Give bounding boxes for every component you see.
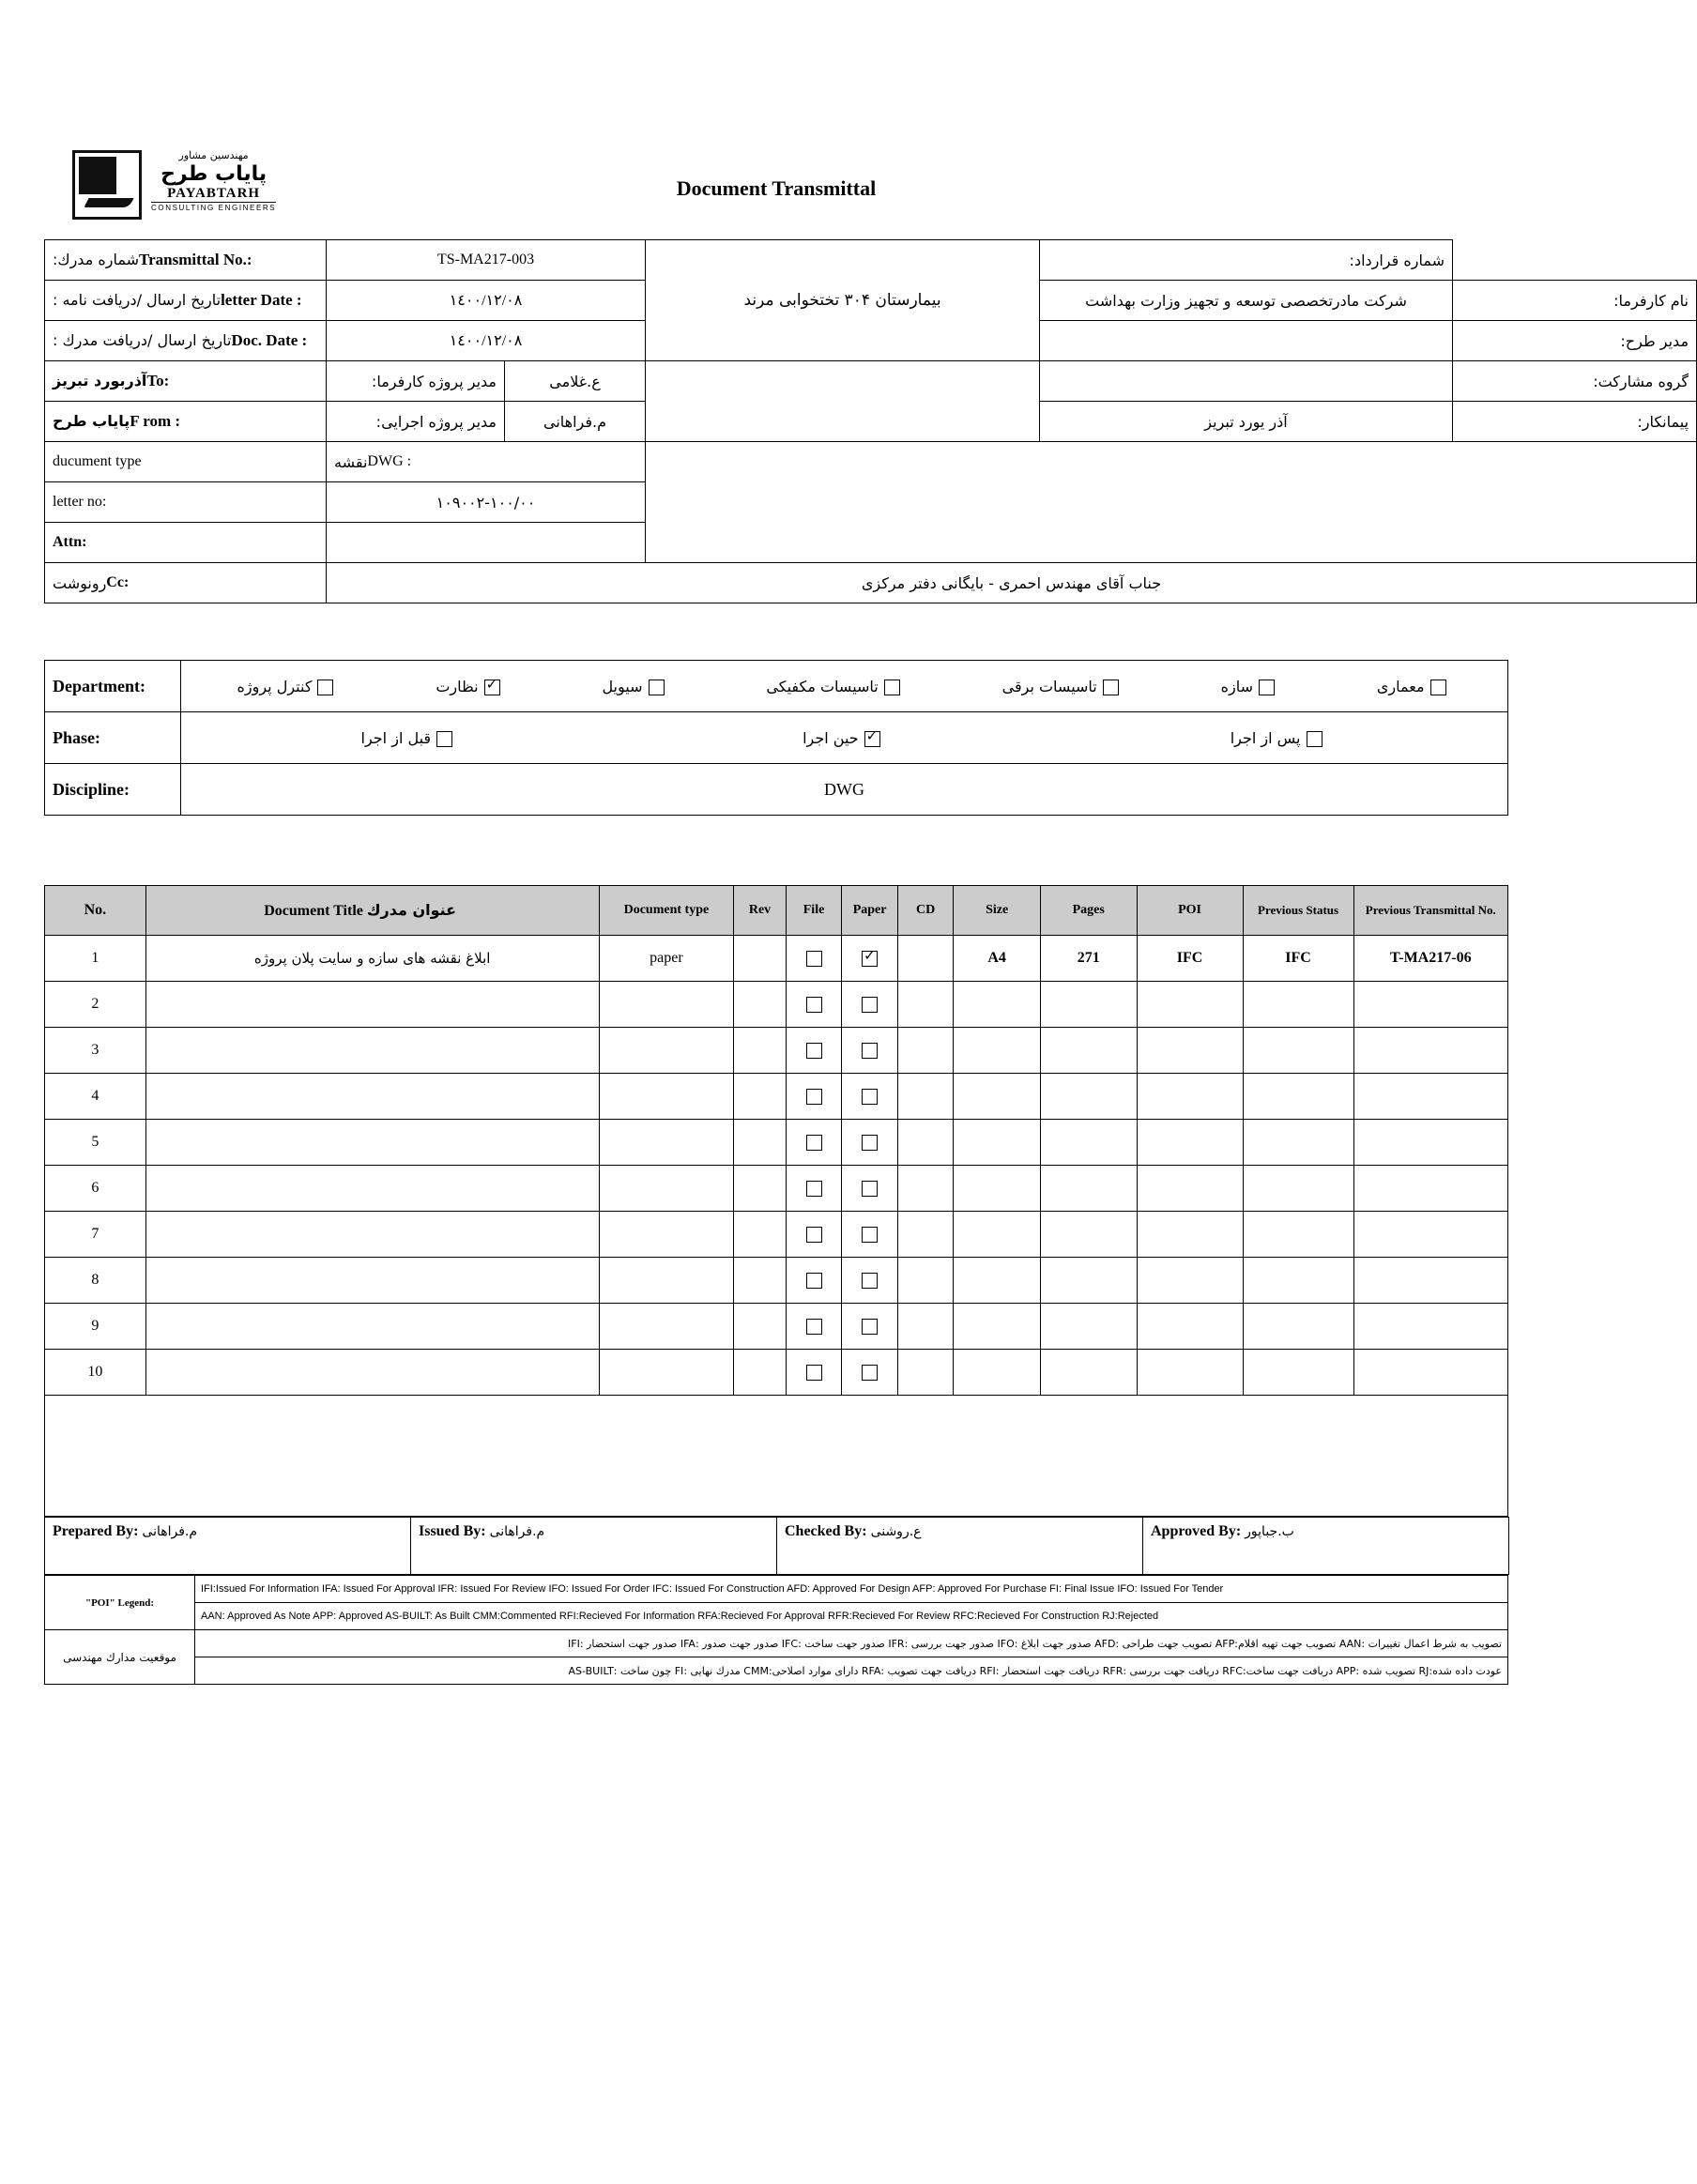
row-no: 8 bbox=[45, 1258, 146, 1304]
executive-project-manager-label: مدیر پروژه اجرایی: bbox=[327, 402, 505, 442]
row-cd bbox=[897, 1258, 954, 1304]
row-previous-transmittal bbox=[1353, 1212, 1507, 1258]
checkbox-file[interactable] bbox=[806, 997, 822, 1013]
row-doc-type bbox=[599, 1212, 734, 1258]
discipline-value: DWG bbox=[181, 764, 1508, 816]
row-title bbox=[145, 1074, 599, 1120]
department-option-project-control[interactable] bbox=[237, 678, 340, 695]
row-paper[interactable] bbox=[842, 936, 898, 982]
to-label bbox=[45, 361, 327, 402]
col-document-title bbox=[145, 886, 599, 936]
checkbox-nezarat[interactable] bbox=[484, 680, 500, 695]
cc-value: جناب آقای مهندس احمری - بایگانی دفتر مرکزی bbox=[327, 563, 1697, 603]
table-row bbox=[45, 936, 1508, 982]
letter-date-value: ١٤٠٠/١٢/٠٨ bbox=[327, 281, 646, 321]
phase-label: Phase: bbox=[45, 712, 181, 764]
row-size bbox=[954, 1304, 1040, 1350]
checkbox-paper[interactable] bbox=[862, 1365, 878, 1381]
row-previous-status bbox=[1243, 1212, 1353, 1258]
col-paper: Paper bbox=[842, 886, 898, 936]
checkbox-paper[interactable] bbox=[862, 1043, 878, 1059]
row-pages: 271 bbox=[1040, 936, 1137, 982]
row-previous-status bbox=[1243, 1166, 1353, 1212]
col-document-title-fa: عنوان مدرك bbox=[366, 901, 457, 919]
row-poi bbox=[1137, 1212, 1243, 1258]
signature-table bbox=[44, 1517, 1509, 1575]
prepared-by-cell bbox=[45, 1518, 411, 1575]
spacer-2 bbox=[44, 816, 1508, 885]
row-paper[interactable] bbox=[842, 1074, 898, 1120]
table-row bbox=[45, 1166, 1508, 1212]
table-row bbox=[45, 982, 1508, 1028]
row-size bbox=[954, 1212, 1040, 1258]
checkbox-file[interactable] bbox=[806, 1181, 822, 1197]
row-file[interactable] bbox=[786, 1120, 842, 1166]
issued-by-cell bbox=[411, 1518, 777, 1575]
doc-date-label bbox=[45, 321, 327, 361]
doc-date-label-fa: تاریخ ارسال /دریافت مدرك : bbox=[53, 331, 232, 349]
partnership-group-label: گروه مشاركت: bbox=[1453, 361, 1697, 402]
checkbox-file[interactable] bbox=[806, 1365, 822, 1381]
doc-date-value: ١٤٠٠/١٢/٠٨ bbox=[327, 321, 646, 361]
page-title: Document Transmittal bbox=[676, 176, 877, 200]
row-no: 6 bbox=[45, 1166, 146, 1212]
table-row bbox=[45, 1350, 1508, 1396]
checkbox-mechanic[interactable] bbox=[884, 680, 900, 695]
row-rev bbox=[734, 1350, 786, 1396]
employer-label: نام كارفرما: bbox=[1453, 281, 1697, 321]
row-rev bbox=[734, 1304, 786, 1350]
row-previous-transmittal bbox=[1353, 1120, 1507, 1166]
col-no: No. bbox=[45, 886, 146, 936]
row-paper[interactable] bbox=[842, 1258, 898, 1304]
poi-legend-table bbox=[44, 1575, 1508, 1685]
row-size: A4 bbox=[954, 936, 1040, 982]
row-doc-type bbox=[599, 1074, 734, 1120]
checkbox-civil[interactable] bbox=[649, 680, 665, 695]
legend-row-4 bbox=[45, 1657, 1508, 1685]
row-cd bbox=[897, 982, 954, 1028]
project-manager-value bbox=[1040, 321, 1453, 361]
transmittal-no-label-en: Transmittal No.: bbox=[139, 251, 252, 268]
letter-date-label-en: letter Date : bbox=[221, 291, 302, 309]
row-title: ابلاغ نقشه های سازه و سایت پلان پروژه bbox=[145, 936, 599, 982]
row-title bbox=[145, 1212, 599, 1258]
row-previous-status bbox=[1243, 1028, 1353, 1074]
row-pages bbox=[1040, 1074, 1137, 1120]
row-poi bbox=[1137, 1028, 1243, 1074]
legend-row-3 bbox=[45, 1630, 1508, 1657]
checkbox-paper[interactable] bbox=[862, 1273, 878, 1289]
notes-blank-cell bbox=[45, 1396, 1508, 1517]
row-title bbox=[145, 1350, 599, 1396]
employer-project-manager-value: ع.غلامی bbox=[505, 361, 646, 402]
row-title bbox=[145, 1028, 599, 1074]
legend-line-4: عودت داده شده:RJ تصویب شده :APP دریافت جهت ساخت:RFC دریافت جهت بررسی :RFR دریافت جهت استحضار :RFI دریافت جهت تصویب :RFA دارای موارد اصلاحی:CMM مدرك نهایی :FI چون ساخت :AS-BUILT bbox=[195, 1657, 1508, 1685]
row-cd bbox=[897, 1028, 954, 1074]
department-option-memari-label: معماری bbox=[1376, 677, 1425, 695]
letter-date-label bbox=[45, 281, 327, 321]
table-row bbox=[45, 1074, 1508, 1120]
row-doc-type bbox=[599, 1120, 734, 1166]
checkbox-paper[interactable] bbox=[862, 1227, 878, 1243]
document-type-fa: نقشه bbox=[334, 452, 368, 471]
checked-by-label: Checked By: bbox=[785, 1523, 867, 1539]
row-pages bbox=[1040, 1120, 1137, 1166]
row-paper[interactable] bbox=[842, 1304, 898, 1350]
row-no: 10 bbox=[45, 1350, 146, 1396]
row-doc-type bbox=[599, 1350, 734, 1396]
row-rev bbox=[734, 982, 786, 1028]
table-row bbox=[45, 1212, 1508, 1258]
row-no: 9 bbox=[45, 1304, 146, 1350]
row-file[interactable] bbox=[786, 936, 842, 982]
discipline-row bbox=[45, 764, 1508, 816]
col-previous-status: Previous Status bbox=[1243, 886, 1353, 936]
row-file[interactable] bbox=[786, 1212, 842, 1258]
documents-table bbox=[44, 885, 1508, 1517]
letter-no-label: letter no: bbox=[45, 482, 327, 523]
row-rev bbox=[734, 1212, 786, 1258]
checkbox-file[interactable] bbox=[806, 951, 822, 967]
row-size bbox=[954, 1028, 1040, 1074]
row-doc-type bbox=[599, 1258, 734, 1304]
legend-side-label: موقعیت مدارك مهندسی bbox=[45, 1630, 195, 1685]
col-rev: Rev bbox=[734, 886, 786, 936]
department-option-mechanic[interactable] bbox=[766, 678, 905, 695]
row-previous-transmittal bbox=[1353, 1074, 1507, 1120]
department-label: Department: bbox=[45, 661, 181, 712]
logo-en-name: PAYABTARH bbox=[167, 185, 261, 201]
row-rev bbox=[734, 1120, 786, 1166]
row-size bbox=[954, 982, 1040, 1028]
department-option-saze-label: سازه bbox=[1220, 677, 1254, 695]
row-previous-transmittal bbox=[1353, 1304, 1507, 1350]
row-cd bbox=[897, 1304, 954, 1350]
row-no: 1 bbox=[45, 936, 146, 982]
row-no: 7 bbox=[45, 1212, 146, 1258]
checkbox-phase-during[interactable] bbox=[864, 731, 880, 747]
checkbox-file[interactable] bbox=[806, 1089, 822, 1105]
row-no: 5 bbox=[45, 1120, 146, 1166]
transmittal-no-label-fa: شماره مدرك: bbox=[53, 251, 139, 268]
checkbox-file[interactable] bbox=[806, 1319, 822, 1335]
executive-project-manager-value: م.فراهانی bbox=[505, 402, 646, 442]
col-document-type: Document type bbox=[599, 886, 734, 936]
notes-blank-area bbox=[45, 1396, 1508, 1517]
row-cd bbox=[897, 1074, 954, 1120]
phase-option-after[interactable] bbox=[1231, 729, 1328, 747]
row-cd bbox=[897, 1212, 954, 1258]
row-pages bbox=[1040, 1212, 1137, 1258]
checkbox-barghi[interactable] bbox=[1103, 680, 1119, 695]
row-previous-transmittal bbox=[1353, 1258, 1507, 1304]
row-title bbox=[145, 1166, 599, 1212]
logo-fa-big: پایاب طرح bbox=[161, 161, 268, 186]
checkbox-paper[interactable] bbox=[862, 1319, 878, 1335]
legend-line-2: AAN: Approved As Note APP: Approved AS-BUILT: As Built CMM:Commented RFI:Recieved For Information RFA:Recieved For Approval RFR:Recieved For Review RFC:Recieved For Construction RJ:Rejected bbox=[195, 1603, 1508, 1630]
row-pages bbox=[1040, 1166, 1137, 1212]
row-paper[interactable] bbox=[842, 1028, 898, 1074]
department-option-barghi-label: تاسیسات برقی bbox=[1001, 677, 1097, 695]
row-title bbox=[145, 1304, 599, 1350]
row-rev bbox=[734, 1028, 786, 1074]
partnership-group-value bbox=[1040, 361, 1453, 402]
legend-row-2 bbox=[45, 1603, 1508, 1630]
attn-value bbox=[327, 523, 646, 563]
row-file[interactable] bbox=[786, 1028, 842, 1074]
checkbox-paper[interactable] bbox=[862, 951, 878, 967]
row-paper[interactable] bbox=[842, 1120, 898, 1166]
row-previous-status: IFC bbox=[1243, 936, 1353, 982]
from-label bbox=[45, 402, 327, 442]
row-previous-transmittal bbox=[1353, 982, 1507, 1028]
transmittal-info-table bbox=[44, 239, 1697, 603]
phase-option-before[interactable] bbox=[361, 729, 459, 747]
document-header bbox=[44, 131, 1508, 239]
table-row bbox=[45, 1258, 1508, 1304]
logo-text-block bbox=[151, 150, 276, 212]
table-row bbox=[45, 1304, 1508, 1350]
row-doc-type bbox=[599, 1304, 734, 1350]
row-previous-transmittal: T-MA217-06 bbox=[1353, 936, 1507, 982]
row-previous-status bbox=[1243, 982, 1353, 1028]
checkbox-file[interactable] bbox=[806, 1273, 822, 1289]
phase-option-before-label: قبل از اجرا bbox=[360, 728, 432, 747]
attn-label: Attn: bbox=[45, 523, 327, 563]
row-previous-status bbox=[1243, 1304, 1353, 1350]
row-previous-transmittal bbox=[1353, 1166, 1507, 1212]
approved-by-cell bbox=[1143, 1518, 1509, 1575]
row-doc-type bbox=[599, 1166, 734, 1212]
checked-by-cell bbox=[777, 1518, 1143, 1575]
document-type-label: ducument type bbox=[45, 442, 327, 482]
checkbox-paper[interactable] bbox=[862, 997, 878, 1013]
letter-date-label-fa: تاریخ ارسال /دریافت نامه : bbox=[53, 291, 222, 309]
row-file[interactable] bbox=[786, 1166, 842, 1212]
col-size: Size bbox=[954, 886, 1040, 936]
cc-label-en: Cc: bbox=[106, 573, 130, 590]
phase-options bbox=[181, 712, 1508, 764]
row-pages bbox=[1040, 1028, 1137, 1074]
row-cd bbox=[897, 936, 954, 982]
row-size bbox=[954, 1120, 1040, 1166]
col-pages: Pages bbox=[1040, 886, 1137, 936]
company-logo bbox=[72, 150, 276, 220]
checkbox-paper[interactable] bbox=[862, 1135, 878, 1151]
contractor-label: پیمانكار: bbox=[1453, 402, 1697, 442]
row-doc-type: paper bbox=[599, 936, 734, 982]
row-poi bbox=[1137, 1166, 1243, 1212]
document-type-cell bbox=[327, 442, 646, 482]
row-title bbox=[145, 1258, 599, 1304]
row-title bbox=[145, 982, 599, 1028]
row-file[interactable] bbox=[786, 982, 842, 1028]
checkbox-paper[interactable] bbox=[862, 1089, 878, 1105]
prepared-by-label: Prepared By: bbox=[53, 1523, 139, 1539]
row-cd bbox=[897, 1120, 954, 1166]
department-option-mechanic-label: تاسیسات مکفیکی bbox=[766, 677, 879, 695]
discipline-label: Discipline: bbox=[45, 764, 181, 816]
issued-by-label: Issued By: bbox=[419, 1523, 486, 1539]
row-rev bbox=[734, 1258, 786, 1304]
checkbox-phase-after[interactable] bbox=[1307, 731, 1322, 747]
row-no: 2 bbox=[45, 982, 146, 1028]
checkbox-file[interactable] bbox=[806, 1135, 822, 1151]
row-pages bbox=[1040, 1258, 1137, 1304]
legend-line-1: IFI:Issued For Information IFA: Issued For Approval IFR: Issued For Review IFO: Issued For Order IFC: Issued For Construction AFD: Approved For Design AFP: Approved For Purchase FI: Final Issue IFO: Issued For Tender bbox=[195, 1576, 1508, 1603]
checkbox-file[interactable] bbox=[806, 1043, 822, 1059]
legend-row-1 bbox=[45, 1576, 1508, 1603]
transmittal-no-label bbox=[45, 240, 327, 281]
logo-fa-small: مهندسین مشاور bbox=[178, 149, 249, 161]
department-option-civil-label: سیویل bbox=[602, 677, 643, 695]
row-doc-type bbox=[599, 982, 734, 1028]
logo-en-subtitle: CONSULTING ENGINEERS bbox=[151, 204, 277, 213]
phase-option-during-label: حین اجرا bbox=[803, 728, 859, 747]
row-no: 3 bbox=[45, 1028, 146, 1074]
phase-option-during[interactable] bbox=[803, 729, 886, 747]
row-poi bbox=[1137, 1350, 1243, 1396]
row-previous-status bbox=[1243, 1350, 1353, 1396]
info-row-cc bbox=[45, 563, 1697, 603]
transmittal-no-value: TS-MA217-003 bbox=[327, 240, 646, 281]
row-paper[interactable] bbox=[842, 982, 898, 1028]
row-pages bbox=[1040, 1350, 1137, 1396]
row-file[interactable] bbox=[786, 1350, 842, 1396]
row-poi bbox=[1137, 982, 1243, 1028]
row-no: 4 bbox=[45, 1074, 146, 1120]
row-size bbox=[954, 1166, 1040, 1212]
doc-date-label-en: Doc. Date : bbox=[231, 331, 308, 349]
row-file[interactable] bbox=[786, 1258, 842, 1304]
right-empty-block bbox=[646, 442, 1697, 563]
row-previous-transmittal bbox=[1353, 1350, 1507, 1396]
cc-label bbox=[45, 563, 327, 603]
row-doc-type bbox=[599, 1028, 734, 1074]
issued-by-value: م.فراهانی bbox=[489, 1524, 545, 1539]
signature-row bbox=[45, 1518, 1509, 1575]
row-previous-status bbox=[1243, 1074, 1353, 1120]
department-option-nezarat-label: نظارت bbox=[436, 677, 479, 695]
department-option-civil[interactable] bbox=[602, 678, 669, 695]
classification-table bbox=[44, 660, 1508, 816]
spacer-1 bbox=[44, 603, 1508, 660]
department-options bbox=[181, 661, 1508, 712]
row-previous-status bbox=[1243, 1120, 1353, 1166]
row-paper[interactable] bbox=[842, 1166, 898, 1212]
table-row bbox=[45, 1028, 1508, 1074]
row-rev bbox=[734, 936, 786, 982]
project-manager-label: مدیر طرح: bbox=[1453, 321, 1697, 361]
phase-option-after-label: پس از اجرا bbox=[1230, 728, 1301, 747]
table-row bbox=[45, 1120, 1508, 1166]
phase-row bbox=[45, 712, 1508, 764]
prepared-by-value: م.فراهانی bbox=[142, 1524, 198, 1539]
col-poi: POI bbox=[1137, 886, 1243, 936]
row-title bbox=[145, 1120, 599, 1166]
row-previous-status bbox=[1243, 1258, 1353, 1304]
info-row-transmittal-no bbox=[45, 240, 1697, 281]
contractor-value: آذر یورد تبریز bbox=[1040, 402, 1453, 442]
contract-no-label: شماره قرارداد: bbox=[1040, 240, 1453, 281]
project-name-spacer bbox=[646, 361, 1040, 442]
row-previous-transmittal bbox=[1353, 1028, 1507, 1074]
to-value: آذربورد تبریز bbox=[53, 372, 147, 389]
col-cd: CD bbox=[897, 886, 954, 936]
row-paper[interactable] bbox=[842, 1350, 898, 1396]
row-poi bbox=[1137, 1120, 1243, 1166]
letter-no-value: ١٠٠/٠٠-١٠٩٠٠٢ bbox=[327, 482, 646, 523]
from-label-en: F rom : bbox=[130, 412, 181, 430]
approved-by-label: Approved By: bbox=[1151, 1523, 1242, 1539]
checked-by-value: ع.روشنی bbox=[870, 1524, 922, 1539]
row-size bbox=[954, 1350, 1040, 1396]
department-option-nezarat[interactable] bbox=[436, 678, 505, 695]
row-poi bbox=[1137, 1074, 1243, 1120]
row-poi: IFC bbox=[1137, 936, 1243, 982]
cc-label-fa: رونوشت bbox=[53, 573, 107, 592]
document-type-value: DWG : bbox=[367, 452, 412, 469]
project-name: بیمارستان ٣٠۴ تختخوابی مرند bbox=[646, 240, 1040, 361]
info-row-document-type bbox=[45, 442, 1697, 482]
from-value: پایاب طرح bbox=[53, 412, 130, 430]
row-cd bbox=[897, 1350, 954, 1396]
department-row bbox=[45, 661, 1508, 712]
checkbox-phase-before[interactable] bbox=[436, 731, 452, 747]
row-pages bbox=[1040, 982, 1137, 1028]
row-paper[interactable] bbox=[842, 1212, 898, 1258]
poi-legend-label: "POI" Legend: bbox=[45, 1576, 195, 1630]
department-option-barghi[interactable] bbox=[1002, 678, 1124, 695]
checkbox-file[interactable] bbox=[806, 1227, 822, 1243]
row-size bbox=[954, 1258, 1040, 1304]
checkbox-project-control[interactable] bbox=[317, 680, 333, 695]
row-file[interactable] bbox=[786, 1304, 842, 1350]
row-file[interactable] bbox=[786, 1074, 842, 1120]
row-rev bbox=[734, 1166, 786, 1212]
col-document-title-en: Document Title bbox=[264, 903, 363, 919]
department-option-saze[interactable] bbox=[1221, 678, 1280, 695]
row-poi bbox=[1137, 1304, 1243, 1350]
legend-line-3: تصویب به شرط اعمال تغییرات :AAN تصویب جهت تهیه اقلام:AFP تصویب جهت طراحی :AFD صدور جهت ابلاغ :IFO صدور جهت بررسی :IFR صدور جهت ساخت :IFC صدور جهت صدور :IFA صدور جهت استحضار :IFI bbox=[195, 1630, 1508, 1657]
to-label-en: To: bbox=[146, 372, 170, 389]
employer-project-manager-label: مدیر پروژه کارفرما: bbox=[327, 361, 505, 402]
row-cd bbox=[897, 1166, 954, 1212]
row-size bbox=[954, 1074, 1040, 1120]
col-file: File bbox=[786, 886, 842, 936]
info-row-to bbox=[45, 361, 1697, 402]
approved-by-value: ب.جباپور bbox=[1245, 1524, 1294, 1539]
documents-table-header bbox=[45, 886, 1508, 936]
department-option-project-control-label: کنترل پروژه bbox=[237, 677, 313, 695]
department-option-memari[interactable] bbox=[1377, 678, 1452, 695]
checkbox-paper[interactable] bbox=[862, 1181, 878, 1197]
col-previous-transmittal: Previous Transmittal No. bbox=[1353, 886, 1507, 936]
row-rev bbox=[734, 1074, 786, 1120]
employer-name: شرکت مادرتخصصی توسعه و تجهیز وزارت بهداشت bbox=[1040, 281, 1453, 321]
row-poi bbox=[1137, 1258, 1243, 1304]
checkbox-memari[interactable] bbox=[1430, 680, 1446, 695]
logo-mark-icon bbox=[72, 150, 142, 220]
checkbox-saze[interactable] bbox=[1259, 680, 1275, 695]
row-pages bbox=[1040, 1304, 1137, 1350]
